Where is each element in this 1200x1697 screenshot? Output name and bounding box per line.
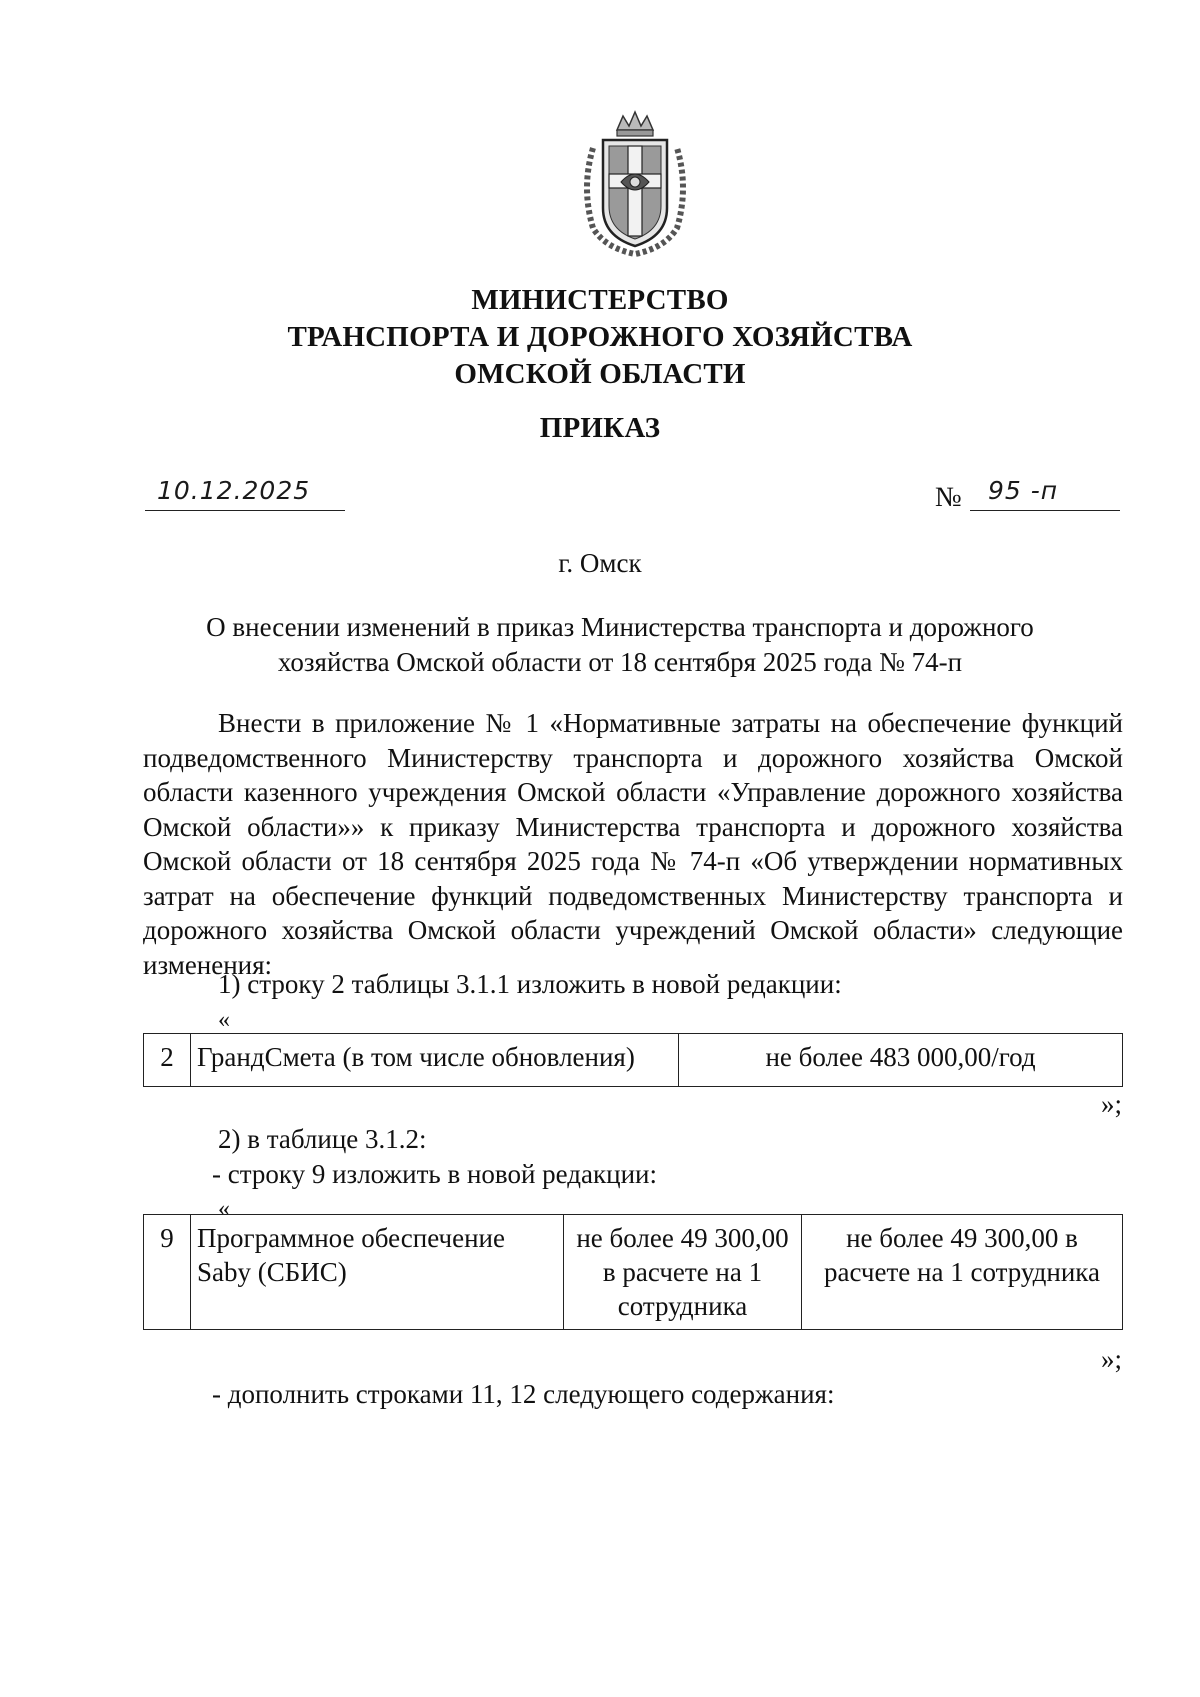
item-2-sub: - строку 9 изложить в новой редакции: [212, 1159, 657, 1189]
quote-close: »; [1100, 1089, 1122, 1119]
table-3-1-2-row [143, 1214, 1123, 1330]
table-cell: 2 [144, 1034, 191, 1087]
quote-open: « [218, 1196, 230, 1222]
handwritten-number: 95 -п [988, 476, 1059, 505]
quote-close: »; [1100, 1344, 1122, 1374]
table-cell: не более 49 300,00 в расчете на 1 сотрудника [802, 1215, 1123, 1330]
item-1: 1) строку 2 таблицы 3.1.1 изложить в новой редакции: [218, 969, 842, 999]
table-cell: ГрандСмета (в том числе обновления) [191, 1034, 679, 1087]
number-field [970, 476, 1120, 511]
quote-open: « [218, 1007, 230, 1033]
order-title: ПРИКАЗ [539, 412, 661, 444]
city: г. Омск [558, 548, 642, 578]
date-field [145, 476, 345, 511]
table-row [144, 1034, 1123, 1087]
table-cell: не более 49 300,00 в расчете на 1 сотрудника [564, 1215, 802, 1330]
main-paragraph: Внести в приложение № 1 «Нормативные затраты на обеспечение функций подведомственного Министерству транспорта и дорожного хозяйства Омской области казенного учреждения Омской области «Управление дорожного хозяйства Омской области»» к приказу Министерства транспорта и дорожного хозяйства Омской области от 18 сентября 2025 года № 74-п «Об утверждении нормативных затрат на обеспечение функций подведомственных Министерству транспорта и дорожного хозяйства Омской области учреждений Омской области» следующие изменения: [143, 708, 1123, 980]
handwritten-date: 10.12.2025 [157, 476, 311, 505]
ministry-name [0, 282, 1200, 393]
number-sign: № [935, 482, 962, 513]
table-3-1-1-row [143, 1033, 1123, 1087]
coat-of-arms-icon [575, 108, 695, 258]
body-paragraph [143, 706, 1123, 982]
table-cell: 9 [144, 1215, 191, 1330]
item-2: 2) в таблице 3.1.2: [218, 1124, 427, 1154]
table-cell: не более 483 000,00/год [679, 1034, 1123, 1087]
order-subject [150, 610, 1090, 680]
subject-line: О внесении изменений в приказ Министерства транспорта и дорожного [206, 612, 1034, 642]
ministry-line: МИНИСТЕРСТВО [471, 284, 729, 316]
ministry-line: ТРАНСПОРТА И ДОРОЖНОГО ХОЗЯЙСТВА [287, 321, 913, 353]
subject-line: хозяйства Омской области от 18 сентября 2025 года № 74-п [277, 647, 963, 677]
item-3: - дополнить строками 11, 12 следующего содержания: [212, 1379, 835, 1409]
table-cell: Программное обеспечение Saby (СБИС) [191, 1215, 564, 1330]
table-row [144, 1215, 1123, 1330]
ministry-line: ОМСКОЙ ОБЛАСТИ [454, 358, 746, 390]
